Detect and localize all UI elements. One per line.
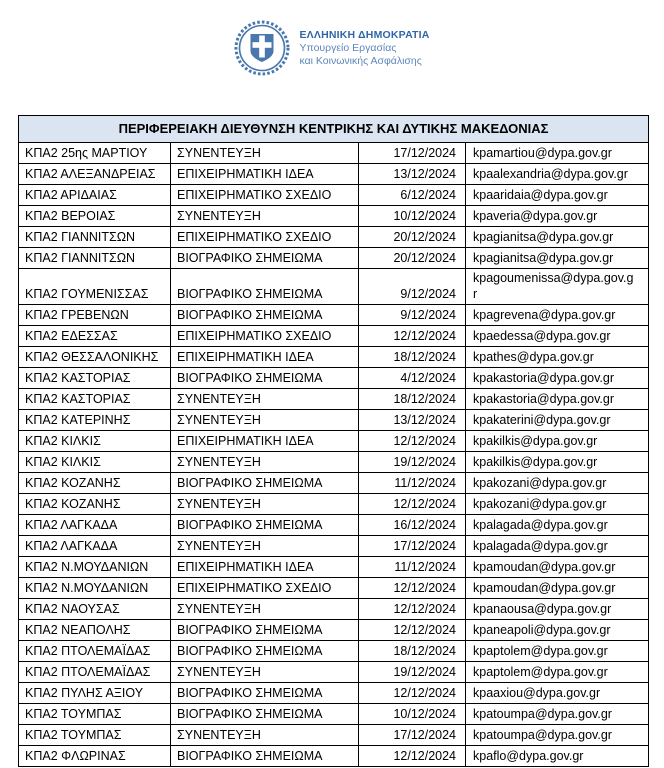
session-type-cell: ΒΙΟΓΡΑΦΙΚΟ ΣΗΜΕΙΩΜΑ: [171, 515, 359, 536]
session-type-cell: ΕΠΙΧΕΙΡΗΜΑΤΙΚΗ ΙΔΕΑ: [171, 431, 359, 452]
table-row: [19, 347, 649, 368]
date-cell: 9/12/2024: [359, 269, 466, 305]
date-cell: 18/12/2024: [359, 389, 466, 410]
table-row: [19, 683, 649, 704]
ministry-subtitle-line1: Υπουργείο Εργασίας: [299, 42, 397, 54]
email-cell: kpakilkis@dypa.gov.gr: [466, 452, 649, 473]
date-cell: 16/12/2024: [359, 515, 466, 536]
office-cell: ΚΠΑ2 ΤΟΥΜΠΑΣ: [19, 704, 171, 725]
date-cell: 12/12/2024: [359, 599, 466, 620]
session-type-cell: ΣΥΝΕΝΤΕΥΞΗ: [171, 389, 359, 410]
date-cell: 11/12/2024: [359, 557, 466, 578]
ministry-title: ΕΛΛΗΝΙΚΗ ΔΗΜΟΚΡΑΤΙΑ: [299, 29, 430, 41]
email-cell: kpakozani@dypa.gov.gr: [466, 473, 649, 494]
email-cell: kpamoudan@dypa.gov.gr: [466, 557, 649, 578]
date-cell: 17/12/2024: [359, 143, 466, 164]
table-row: [19, 473, 649, 494]
office-cell: ΚΠΑ2 ΚΑΣΤΟΡΙΑΣ: [19, 389, 171, 410]
letterhead: [234, 20, 429, 76]
office-cell: ΚΠΑ2 ΚΑΤΕΡΙΝΗΣ: [19, 410, 171, 431]
session-type-cell: ΒΙΟΓΡΑΦΙΚΟ ΣΗΜΕΙΩΜΑ: [171, 746, 359, 767]
date-cell: 12/12/2024: [359, 494, 466, 515]
date-cell: 12/12/2024: [359, 431, 466, 452]
office-cell: ΚΠΑ2 ΦΛΩΡΙΝΑΣ: [19, 746, 171, 767]
email-cell: kpakaterini@dypa.gov.gr: [466, 410, 649, 431]
session-type-cell: ΣΥΝΕΝΤΕΥΞΗ: [171, 452, 359, 473]
email-cell: kpagrevena@dypa.gov.gr: [466, 305, 649, 326]
table-row: [19, 269, 649, 305]
email-cell: kpaaridaia@dypa.gov.gr: [466, 185, 649, 206]
date-cell: 12/12/2024: [359, 620, 466, 641]
ministry-subtitle-line2: και Κοινωνικής Ασφάλισης: [299, 55, 422, 67]
office-cell: ΚΠΑ2 ΕΔΕΣΣΑΣ: [19, 326, 171, 347]
table-row: [19, 326, 649, 347]
table-row: [19, 536, 649, 557]
table-row: [19, 368, 649, 389]
email-cell: kpalagada@dypa.gov.gr: [466, 515, 649, 536]
email-cell: kpaedessa@dypa.gov.gr: [466, 326, 649, 347]
table-row: [19, 185, 649, 206]
date-cell: 20/12/2024: [359, 248, 466, 269]
table-row: [19, 704, 649, 725]
office-cell: ΚΠΑ2 ΚΙΛΚΙΣ: [19, 431, 171, 452]
office-cell: ΚΠΑ2 25ης ΜΑΡΤΙΟΥ: [19, 143, 171, 164]
email-cell: kpanaousa@dypa.gov.gr: [466, 599, 649, 620]
session-type-cell: ΕΠΙΧΕΙΡΗΜΑΤΙΚΟ ΣΧΕΔΙΟ: [171, 227, 359, 248]
office-cell: ΚΠΑ2 ΤΟΥΜΠΑΣ: [19, 725, 171, 746]
schedule-table: [18, 115, 649, 767]
email-cell: kpaveria@dypa.gov.gr: [466, 206, 649, 227]
session-type-cell: ΕΠΙΧΕΙΡΗΜΑΤΙΚΟ ΣΧΕΔΙΟ: [171, 185, 359, 206]
office-cell: ΚΠΑ2 ΘΕΣΣΑΛΟΝΙΚΗΣ: [19, 347, 171, 368]
table-row: [19, 227, 649, 248]
session-type-cell: ΒΙΟΓΡΑΦΙΚΟ ΣΗΜΕΙΩΜΑ: [171, 305, 359, 326]
table-row: [19, 452, 649, 473]
date-cell: 17/12/2024: [359, 536, 466, 557]
table-row: [19, 599, 649, 620]
email-cell: kpatoumpa@dypa.gov.gr: [466, 725, 649, 746]
office-cell: ΚΠΑ2 ΠΥΛΗΣ ΑΞΙΟΥ: [19, 683, 171, 704]
table-row: [19, 662, 649, 683]
table-row: [19, 143, 649, 164]
date-cell: 6/12/2024: [359, 185, 466, 206]
office-cell: ΚΠΑ2 ΓΙΑΝΝΙΤΣΩΝ: [19, 248, 171, 269]
table-row: [19, 641, 649, 662]
table-row: [19, 248, 649, 269]
email-cell: kpaptolem@dypa.gov.gr: [466, 662, 649, 683]
date-cell: 18/12/2024: [359, 641, 466, 662]
email-cell: kpagianitsa@dypa.gov.gr: [466, 227, 649, 248]
email-cell: kpamoudan@dypa.gov.gr: [466, 578, 649, 599]
table-title-row: [19, 116, 649, 143]
date-cell: 12/12/2024: [359, 683, 466, 704]
table-row: [19, 557, 649, 578]
email-cell: kpakastoria@dypa.gov.gr: [466, 368, 649, 389]
table-row: [19, 410, 649, 431]
session-type-cell: ΕΠΙΧΕΙΡΗΜΑΤΙΚΗ ΙΔΕΑ: [171, 557, 359, 578]
date-cell: 12/12/2024: [359, 578, 466, 599]
date-cell: 13/12/2024: [359, 410, 466, 431]
session-type-cell: ΒΙΟΓΡΑΦΙΚΟ ΣΗΜΕΙΩΜΑ: [171, 248, 359, 269]
session-type-cell: ΒΙΟΓΡΑΦΙΚΟ ΣΗΜΕΙΩΜΑ: [171, 368, 359, 389]
email-cell: kpamartiou@dypa.gov.gr: [466, 143, 649, 164]
date-cell: 4/12/2024: [359, 368, 466, 389]
email-cell: kpakozani@dypa.gov.gr: [466, 494, 649, 515]
email-cell: kpatoumpa@dypa.gov.gr: [466, 704, 649, 725]
date-cell: 10/12/2024: [359, 206, 466, 227]
email-cell: kpagianitsa@dypa.gov.gr: [466, 248, 649, 269]
table-title: ΠΕΡΙΦΕΡΕΙΑΚΗ ΔΙΕΥΘΥΝΣΗ ΚΕΝΤΡΙΚΗΣ ΚΑΙ ΔΥΤΙΚΗΣ ΜΑΚΕΔΟΝΙΑΣ: [19, 116, 649, 143]
office-cell: ΚΠΑ2 ΚΟΖΑΝΗΣ: [19, 494, 171, 515]
table-row: [19, 206, 649, 227]
office-cell: ΚΠΑ2 ΠΤΟΛΕΜΑΪΔΑΣ: [19, 662, 171, 683]
date-cell: 17/12/2024: [359, 725, 466, 746]
session-type-cell: ΕΠΙΧΕΙΡΗΜΑΤΙΚΟ ΣΧΕΔΙΟ: [171, 326, 359, 347]
session-type-cell: ΣΥΝΕΝΤΕΥΞΗ: [171, 662, 359, 683]
email-cell: kpathes@dypa.gov.gr: [466, 347, 649, 368]
table-row: [19, 431, 649, 452]
table-row: [19, 305, 649, 326]
office-cell: ΚΠΑ2 ΓΡΕΒΕΝΩΝ: [19, 305, 171, 326]
session-type-cell: ΣΥΝΕΝΤΕΥΞΗ: [171, 536, 359, 557]
office-cell: ΚΠΑ2 ΛΑΓΚΑΔΑ: [19, 515, 171, 536]
session-type-cell: ΣΥΝΕΝΤΕΥΞΗ: [171, 206, 359, 227]
session-type-cell: ΒΙΟΓΡΑΦΙΚΟ ΣΗΜΕΙΩΜΑ: [171, 473, 359, 494]
date-cell: 13/12/2024: [359, 164, 466, 185]
office-cell: ΚΠΑ2 ΛΑΓΚΑΔΑ: [19, 536, 171, 557]
date-cell: 19/12/2024: [359, 662, 466, 683]
email-cell: kpalagada@dypa.gov.gr: [466, 536, 649, 557]
table-row: [19, 620, 649, 641]
table-row: [19, 494, 649, 515]
session-type-cell: ΣΥΝΕΝΤΕΥΞΗ: [171, 143, 359, 164]
date-cell: 19/12/2024: [359, 452, 466, 473]
date-cell: 12/12/2024: [359, 326, 466, 347]
date-cell: 10/12/2024: [359, 704, 466, 725]
greek-republic-emblem-icon: [234, 20, 290, 76]
session-type-cell: ΒΙΟΓΡΑΦΙΚΟ ΣΗΜΕΙΩΜΑ: [171, 683, 359, 704]
table-row: [19, 746, 649, 767]
table-row: [19, 515, 649, 536]
session-type-cell: ΕΠΙΧΕΙΡΗΜΑΤΙΚΗ ΙΔΕΑ: [171, 164, 359, 185]
office-cell: ΚΠΑ2 ΚΟΖΑΝΗΣ: [19, 473, 171, 494]
office-cell: ΚΠΑ2 ΝΕΑΠΟΛΗΣ: [19, 620, 171, 641]
session-type-cell: ΒΙΟΓΡΑΦΙΚΟ ΣΗΜΕΙΩΜΑ: [171, 620, 359, 641]
table-row: [19, 725, 649, 746]
email-cell: kpaneapoli@dypa.gov.gr: [466, 620, 649, 641]
date-cell: 20/12/2024: [359, 227, 466, 248]
date-cell: 12/12/2024: [359, 746, 466, 767]
email-cell: kpagoumenissa@dypa.gov.gr: [466, 269, 649, 305]
office-cell: ΚΠΑ2 Ν.ΜΟΥΔΑΝΙΩΝ: [19, 578, 171, 599]
office-cell: ΚΠΑ2 ΠΤΟΛΕΜΑΪΔΑΣ: [19, 641, 171, 662]
email-cell: kpaflo@dypa.gov.gr: [466, 746, 649, 767]
session-type-cell: ΣΥΝΕΝΤΕΥΞΗ: [171, 410, 359, 431]
date-cell: 11/12/2024: [359, 473, 466, 494]
office-cell: ΚΠΑ2 ΚΑΣΤΟΡΙΑΣ: [19, 368, 171, 389]
email-cell: kpaaxiou@dypa.gov.gr: [466, 683, 649, 704]
table-row: [19, 389, 649, 410]
table-body: [19, 143, 649, 767]
office-cell: ΚΠΑ2 ΑΛΕΞΑΝΔΡΕΙΑΣ: [19, 164, 171, 185]
email-cell: kpaalexandria@dypa.gov.gr: [466, 164, 649, 185]
session-type-cell: ΒΙΟΓΡΑΦΙΚΟ ΣΗΜΕΙΩΜΑ: [171, 704, 359, 725]
ministry-text-block: [299, 28, 429, 68]
date-cell: 18/12/2024: [359, 347, 466, 368]
email-cell: kpaptolem@dypa.gov.gr: [466, 641, 649, 662]
office-cell: ΚΠΑ2 ΒΕΡΟΙΑΣ: [19, 206, 171, 227]
office-cell: ΚΠΑ2 Ν.ΜΟΥΔΑΝΙΩΝ: [19, 557, 171, 578]
office-cell: ΚΠΑ2 ΓΙΑΝΝΙΤΣΩΝ: [19, 227, 171, 248]
session-type-cell: ΣΥΝΕΝΤΕΥΞΗ: [171, 599, 359, 620]
office-cell: ΚΠΑ2 ΝΑΟΥΣΑΣ: [19, 599, 171, 620]
office-cell: ΚΠΑ2 ΓΟΥΜΕΝΙΣΣΑΣ: [19, 269, 171, 305]
table-row: [19, 578, 649, 599]
session-type-cell: ΕΠΙΧΕΙΡΗΜΑΤΙΚΟ ΣΧΕΔΙΟ: [171, 578, 359, 599]
session-type-cell: ΒΙΟΓΡΑΦΙΚΟ ΣΗΜΕΙΩΜΑ: [171, 641, 359, 662]
date-cell: 9/12/2024: [359, 305, 466, 326]
office-cell: ΚΠΑ2 ΑΡΙΔΑΙΑΣ: [19, 185, 171, 206]
session-type-cell: ΒΙΟΓΡΑΦΙΚΟ ΣΗΜΕΙΩΜΑ: [171, 269, 359, 305]
session-type-cell: ΣΥΝΕΝΤΕΥΞΗ: [171, 494, 359, 515]
office-cell: ΚΠΑ2 ΚΙΛΚΙΣ: [19, 452, 171, 473]
email-cell: kpakastoria@dypa.gov.gr: [466, 389, 649, 410]
session-type-cell: ΕΠΙΧΕΙΡΗΜΑΤΙΚΗ ΙΔΕΑ: [171, 347, 359, 368]
session-type-cell: ΣΥΝΕΝΤΕΥΞΗ: [171, 725, 359, 746]
table-row: [19, 164, 649, 185]
email-cell: kpakilkis@dypa.gov.gr: [466, 431, 649, 452]
